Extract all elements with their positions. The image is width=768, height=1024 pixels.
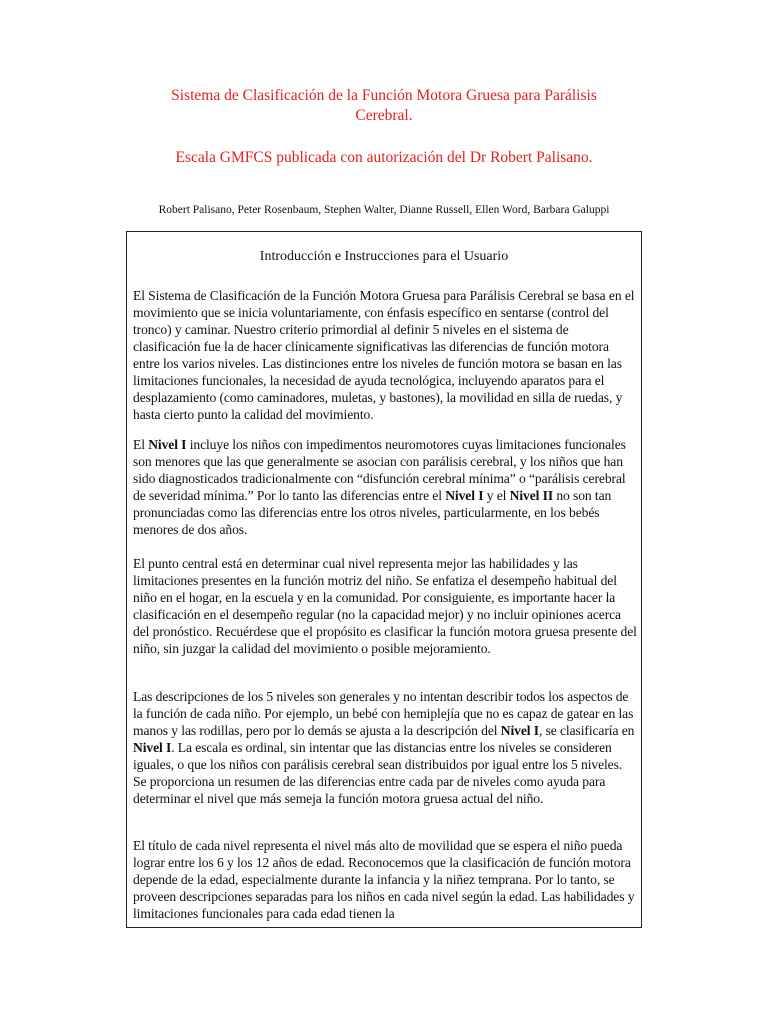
text-run: y el [483,488,510,503]
text-run: no son tan pronunciadas como las diferencias entre los otros niveles, particularmente, en los bebés menores de dos años. [133,488,612,537]
bold-level-label: Nivel I [500,723,539,738]
bold-level-label: Nivel I [148,437,187,452]
intro-paragraph-1: El Sistema de Clasificación de la Función Motora Gruesa para Parálisis Cerebral se basa en el movimiento que se inicia voluntariamente, con énfasis específico en sentarse (control del tronco) y caminar. Nuestro criterio primordial al definir 5 niveles en el sistema de clasificación fue la de hacer clínicamente significativas las diferencias de función motora entre los varios niveles. Las distinciones entre los niveles de función motora se basan en las limitaciones funcionales, la necesidad de ayuda tecnológica, incluyendo aparatos para el desplazamiento (como caminadores, muletas, y bastones), la movilidad en silla de ruedas, y hasta cierto punto la calidad del movimiento. [133,288,635,422]
bold-level-label: Nivel I [133,740,172,755]
bold-level-label: Nivel II [509,488,554,503]
text-run: . La escala es ordinal, sin intentar que las distancias entre los niveles se consideren iguales, o que los niños con parálisis cerebral sean distribuidos por igual entre los 5 niveles. Se proporciona un resumen de las diferencias entre cada par de niveles como ayuda para determinar el nivel que más semeja la función motora gruesa actual del niño. [133,740,623,806]
text-run: Las descripciones de los 5 niveles son generales y no intentan describir todos los aspectos de la función de cada niño. Por ejemplo, un bebé con hemiplejía que no es capaz de gatear en las manos y las rodillas, pero por lo demás se ajusta a la descripción del [133,689,634,738]
intro-paragraph-4 [133,688,637,807]
document-subtitle: Escala GMFCS publicada con autorización del Dr Robert Palisano. [175,149,593,166]
text-run: , se clasificaría en [538,723,635,738]
intro-paragraph-5: El título de cada nivel representa el nivel más alto de movilidad que se espera el niño pueda lograr entre los 6 y los 12 años de edad. Reconocemos que la clasificación de función motora depende de la edad, especialmente durante la infancia y la niñez temprana. Por lo tanto, se proveen descripciones separadas para los niños en cada nivel según la edad. Las habilidades y limitaciones funcionales para cada edad tienen la [133,838,635,921]
intro-paragraph-2 [133,436,637,538]
text-run: incluye los niños con impedimentos neuromotores cuyas limitaciones funcionales son menores que las que generalmente se asocian con parálisis cerebral, y los niños que han sido diagnosticados tradicionalmente con “disfunción cerebral mínima” o “parálisis cerebral de severidad mínima.” Por lo tanto las diferencias entre el [133,437,626,503]
intro-heading: Introducción e Instrucciones para el Usuario [259,249,509,264]
intro-paragraph-3: El punto central está en determinar cual nivel representa mejor las habilidades y las limitaciones presentes en la función motriz del niño. Se enfatiza el desempeño habitual del niño en el hogar, en la escuela y en la comunidad. Por consiguiente, es importante hacer la clasificación en el desempeño regular (no la capacidad mejor) y no incluir opiniones acerca del pronóstico. Recuérdese que el propósito es clasificar la función motora gruesa presente del niño, sin juzgar la calidad del movimiento o posible mejoramiento. [133,556,637,656]
bold-level-label: Nivel I [445,488,484,503]
document-title: Sistema de Clasificación de la Función Motora Gruesa para Parálisis Cerebral. [171,87,597,124]
authors-line: Robert Palisano, Peter Rosenbaum, Stephen Walter, Dianne Russell, Ellen Word, Barbara Galuppi [158,204,610,216]
text-run: El [133,437,149,452]
intro-box [126,231,642,928]
